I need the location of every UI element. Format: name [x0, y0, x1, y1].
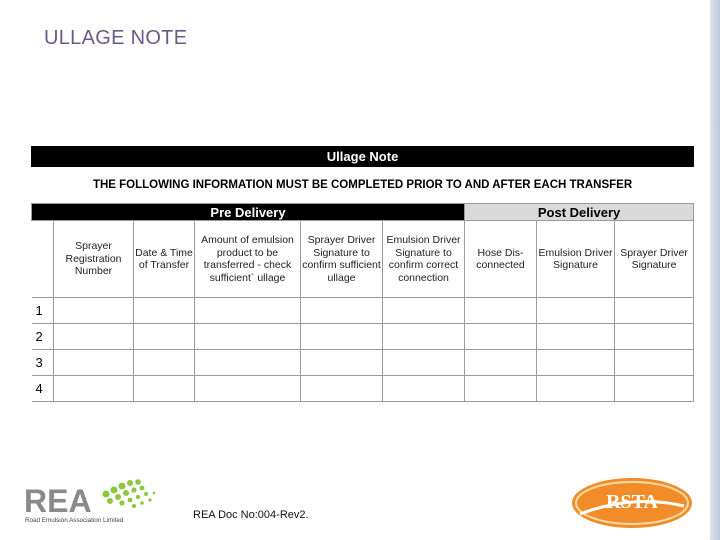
- entry-cell[interactable]: [615, 350, 694, 376]
- entry-cell[interactable]: [301, 324, 383, 350]
- entry-cell[interactable]: [465, 376, 537, 402]
- form-instruction: THE FOLLOWING INFORMATION MUST BE COMPLETED PRIOR TO AND AFTER EACH TRANSFER: [32, 167, 694, 204]
- ullage-note-form: [31, 146, 693, 398]
- entry-cell[interactable]: [134, 324, 195, 350]
- document-number: REA Doc No:004-Rev2.: [193, 509, 309, 521]
- entry-cell[interactable]: [54, 324, 134, 350]
- entry-cell[interactable]: [195, 350, 301, 376]
- row-number: 1: [32, 298, 54, 324]
- entry-cell[interactable]: [537, 350, 615, 376]
- slide-title: ULLAGE NOTE: [44, 27, 188, 49]
- entry-cell[interactable]: [134, 298, 195, 324]
- column-header: Sprayer Registration Number: [54, 221, 134, 298]
- entry-cell[interactable]: [195, 324, 301, 350]
- entry-cell[interactable]: [465, 324, 537, 350]
- table-row: [32, 298, 694, 324]
- table-row: [32, 350, 694, 376]
- entry-cell[interactable]: [383, 376, 465, 402]
- entry-cell[interactable]: [465, 350, 537, 376]
- entry-cell[interactable]: [537, 324, 615, 350]
- entry-cell[interactable]: [301, 376, 383, 402]
- row-number-header: [32, 221, 54, 298]
- entry-cell[interactable]: [383, 324, 465, 350]
- table-row: [32, 376, 694, 402]
- slide-side-bar: [710, 0, 720, 540]
- rea-logo-subtitle: Road Emulsion Association Limited: [25, 517, 124, 524]
- entry-cell[interactable]: [134, 350, 195, 376]
- column-header: Date & Time of Transfer: [134, 221, 195, 298]
- entry-cell[interactable]: [195, 298, 301, 324]
- rsta-logo: [570, 476, 694, 530]
- entry-cell[interactable]: [54, 376, 134, 402]
- entry-cell[interactable]: [615, 298, 694, 324]
- entry-cell[interactable]: [465, 298, 537, 324]
- entry-cell[interactable]: [615, 324, 694, 350]
- column-header: Emulsion Driver Signature: [537, 221, 615, 298]
- column-header: Amount of emulsion product to be transferred - check sufficient` ullage: [195, 221, 301, 298]
- rea-logo: [24, 476, 164, 526]
- table-row: [32, 324, 694, 350]
- rea-dots-graphic: [103, 479, 156, 508]
- row-number: 3: [32, 350, 54, 376]
- row-number: 4: [32, 376, 54, 402]
- entry-cell[interactable]: [54, 298, 134, 324]
- entry-cell[interactable]: [615, 376, 694, 402]
- column-header: Sprayer Driver Signature to confirm sufficient ullage: [301, 221, 383, 298]
- column-header: Hose Dis-connected: [465, 221, 537, 298]
- entry-cell[interactable]: [383, 350, 465, 376]
- ullage-table: [31, 146, 694, 402]
- entry-cell[interactable]: [383, 298, 465, 324]
- form-title: Ullage Note: [32, 147, 694, 167]
- entry-cell[interactable]: [54, 350, 134, 376]
- entry-cell[interactable]: [301, 350, 383, 376]
- row-number: 2: [32, 324, 54, 350]
- column-header: Sprayer Driver Signature: [615, 221, 694, 298]
- entry-cell[interactable]: [537, 376, 615, 402]
- phase-pre-delivery: Pre Delivery: [32, 204, 465, 221]
- rsta-logo-letters: RSTA: [606, 491, 658, 513]
- entry-cell[interactable]: [195, 376, 301, 402]
- column-header: Emulsion Driver Signature to confirm correct connection: [383, 221, 465, 298]
- entry-cell[interactable]: [301, 298, 383, 324]
- entry-cell[interactable]: [537, 298, 615, 324]
- phase-post-delivery: Post Delivery: [465, 204, 694, 221]
- rea-logo-letters: REA: [24, 483, 92, 519]
- entry-cell[interactable]: [134, 376, 195, 402]
